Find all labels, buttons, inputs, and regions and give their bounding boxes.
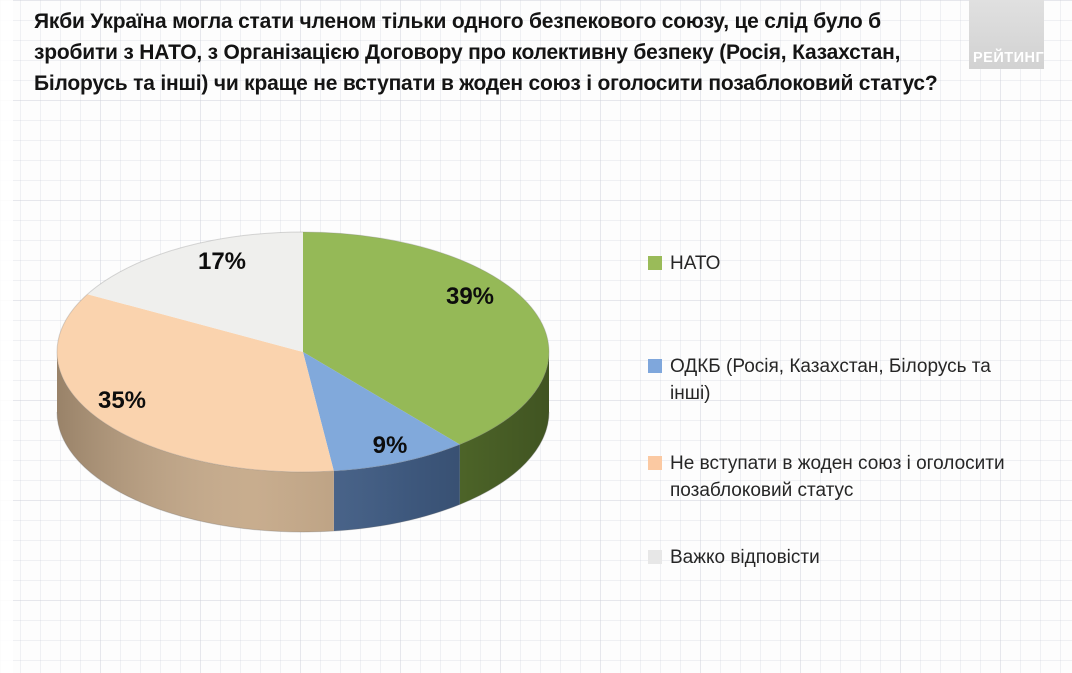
legend-label-hard: Важко відповісти bbox=[670, 547, 820, 568]
legend-label-nato: НАТО bbox=[670, 253, 721, 274]
question-title-line-1: Якби Україна могла стати членом тільки одного безпекового союзу, це слід було б bbox=[34, 10, 881, 33]
rating-logo-text: РЕЙТИНГ bbox=[973, 50, 1045, 66]
question-title-line-2: зробити з НАТО, з Організацією Договору про колективну безпеку (Росія, Казахстан, bbox=[34, 41, 901, 64]
legend-label-odkb: ОДКБ (Росія, Казахстан, Білорусь та інші) bbox=[670, 356, 991, 404]
question-title-line-3: Білорусь та інші) чи краще не вступати в жоден союз і оголосити позаблоковий статус? bbox=[34, 72, 938, 95]
legend-label-neutral: Не вступати в жоден союз і оголосити позаблоковий статус bbox=[670, 453, 1005, 501]
pie-value-label-neutral: 35% bbox=[97, 387, 147, 414]
pie-value-label-odkb: 9% bbox=[372, 432, 408, 459]
pie-value-label-hard: 17% bbox=[197, 248, 247, 275]
pie-value-label-nato: 39% bbox=[445, 283, 495, 310]
pie-slice-tops bbox=[57, 232, 549, 472]
